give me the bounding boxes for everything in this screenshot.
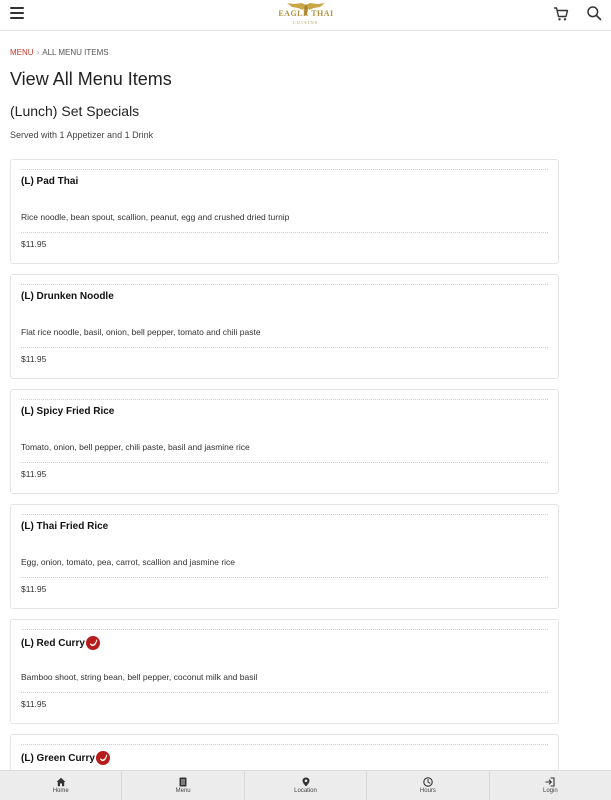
- nav-label: Home: [52, 788, 69, 794]
- nav-hours[interactable]: [367, 771, 489, 800]
- section-description: Served with 1 Appetizer and 1 Drink: [10, 130, 154, 140]
- menu-item-price: $11.95: [21, 699, 47, 709]
- location-pin-icon: [301, 777, 311, 787]
- nav-home[interactable]: [0, 771, 122, 800]
- menu-item-price: $11.95: [21, 239, 47, 249]
- cart-icon[interactable]: [553, 6, 569, 22]
- nav-label: Login: [542, 788, 558, 794]
- menu-item-name: (L) Pad Thai: [21, 176, 79, 187]
- page-title: View All Menu Items: [10, 69, 172, 89]
- menu-item-card[interactable]: [10, 504, 559, 609]
- card-divider: [21, 347, 548, 348]
- nav-login[interactable]: [490, 771, 611, 800]
- menu-item-description: Flat rice noodle, basil, onion, bell pepper, tomato and chili paste: [21, 327, 261, 337]
- hamburger-menu-icon[interactable]: [10, 7, 24, 21]
- top-header: [0, 0, 611, 31]
- logo-subtitle: CUISINE: [292, 20, 320, 25]
- nav-menu[interactable]: [122, 771, 244, 800]
- card-divider: [21, 399, 548, 400]
- nav-label: Hours: [419, 788, 436, 794]
- breadcrumb-current: ALL MENU ITEMS: [42, 48, 109, 57]
- section-title: (Lunch) Set Specials: [10, 103, 140, 119]
- nav-label: Location: [294, 788, 317, 794]
- breadcrumb: [10, 48, 109, 57]
- home-icon: [56, 777, 66, 787]
- search-icon[interactable]: [586, 5, 602, 21]
- card-divider: [21, 744, 548, 745]
- menu-item-name: (L) Green Curry: [21, 751, 110, 765]
- card-divider: [21, 232, 548, 233]
- card-divider: [21, 577, 548, 578]
- menu-item-card[interactable]: [10, 159, 559, 264]
- menu-item-name: (L) Thai Fried Rice: [21, 521, 109, 532]
- login-icon: [545, 777, 555, 787]
- menu-item-description: Rice noodle, bean spout, scallion, peanut, egg and crushed dried turnip: [21, 212, 290, 222]
- menu-item-name: (L) Drunken Noodle: [21, 291, 114, 302]
- breadcrumb-menu-link[interactable]: MENU: [10, 48, 34, 57]
- breadcrumb-separator: ›: [36, 48, 40, 57]
- menu-item-description: Tomato, onion, bell pepper, chili paste, basil and jasmine rice: [21, 442, 250, 452]
- menu-item-price: $11.95: [21, 354, 47, 364]
- menu-item-price: $11.95: [21, 469, 47, 479]
- menu-item-card[interactable]: [10, 389, 559, 494]
- menu-book-icon: [178, 777, 188, 787]
- card-divider: [21, 284, 548, 285]
- spicy-chili-icon: [96, 751, 110, 765]
- logo-brand: EAGLE THAI: [278, 9, 334, 18]
- clock-icon: [423, 777, 433, 787]
- spicy-chili-icon: [86, 636, 100, 650]
- card-divider: [21, 629, 548, 630]
- menu-item-name: (L) Spicy Fried Rice: [21, 406, 115, 417]
- menu-item-card[interactable]: [10, 274, 559, 379]
- card-divider: [21, 462, 548, 463]
- menu-item-price: $11.95: [21, 584, 47, 594]
- nav-label: Menu: [175, 788, 191, 794]
- logo[interactable]: [278, 1, 334, 29]
- bottom-navigation: [0, 770, 611, 800]
- menu-item-description: Bamboo shoot, string bean, bell pepper, coconut milk and basil: [21, 672, 258, 682]
- card-divider: [21, 692, 548, 693]
- card-divider: [21, 169, 548, 170]
- card-divider: [21, 514, 548, 515]
- menu-item-description: Egg, onion, tomato, pea, carrot, scallion and jasmine rice: [21, 557, 236, 567]
- menu-item-name: (L) Red Curry: [21, 636, 100, 650]
- nav-location[interactable]: [245, 771, 367, 800]
- menu-item-card[interactable]: [10, 619, 559, 724]
